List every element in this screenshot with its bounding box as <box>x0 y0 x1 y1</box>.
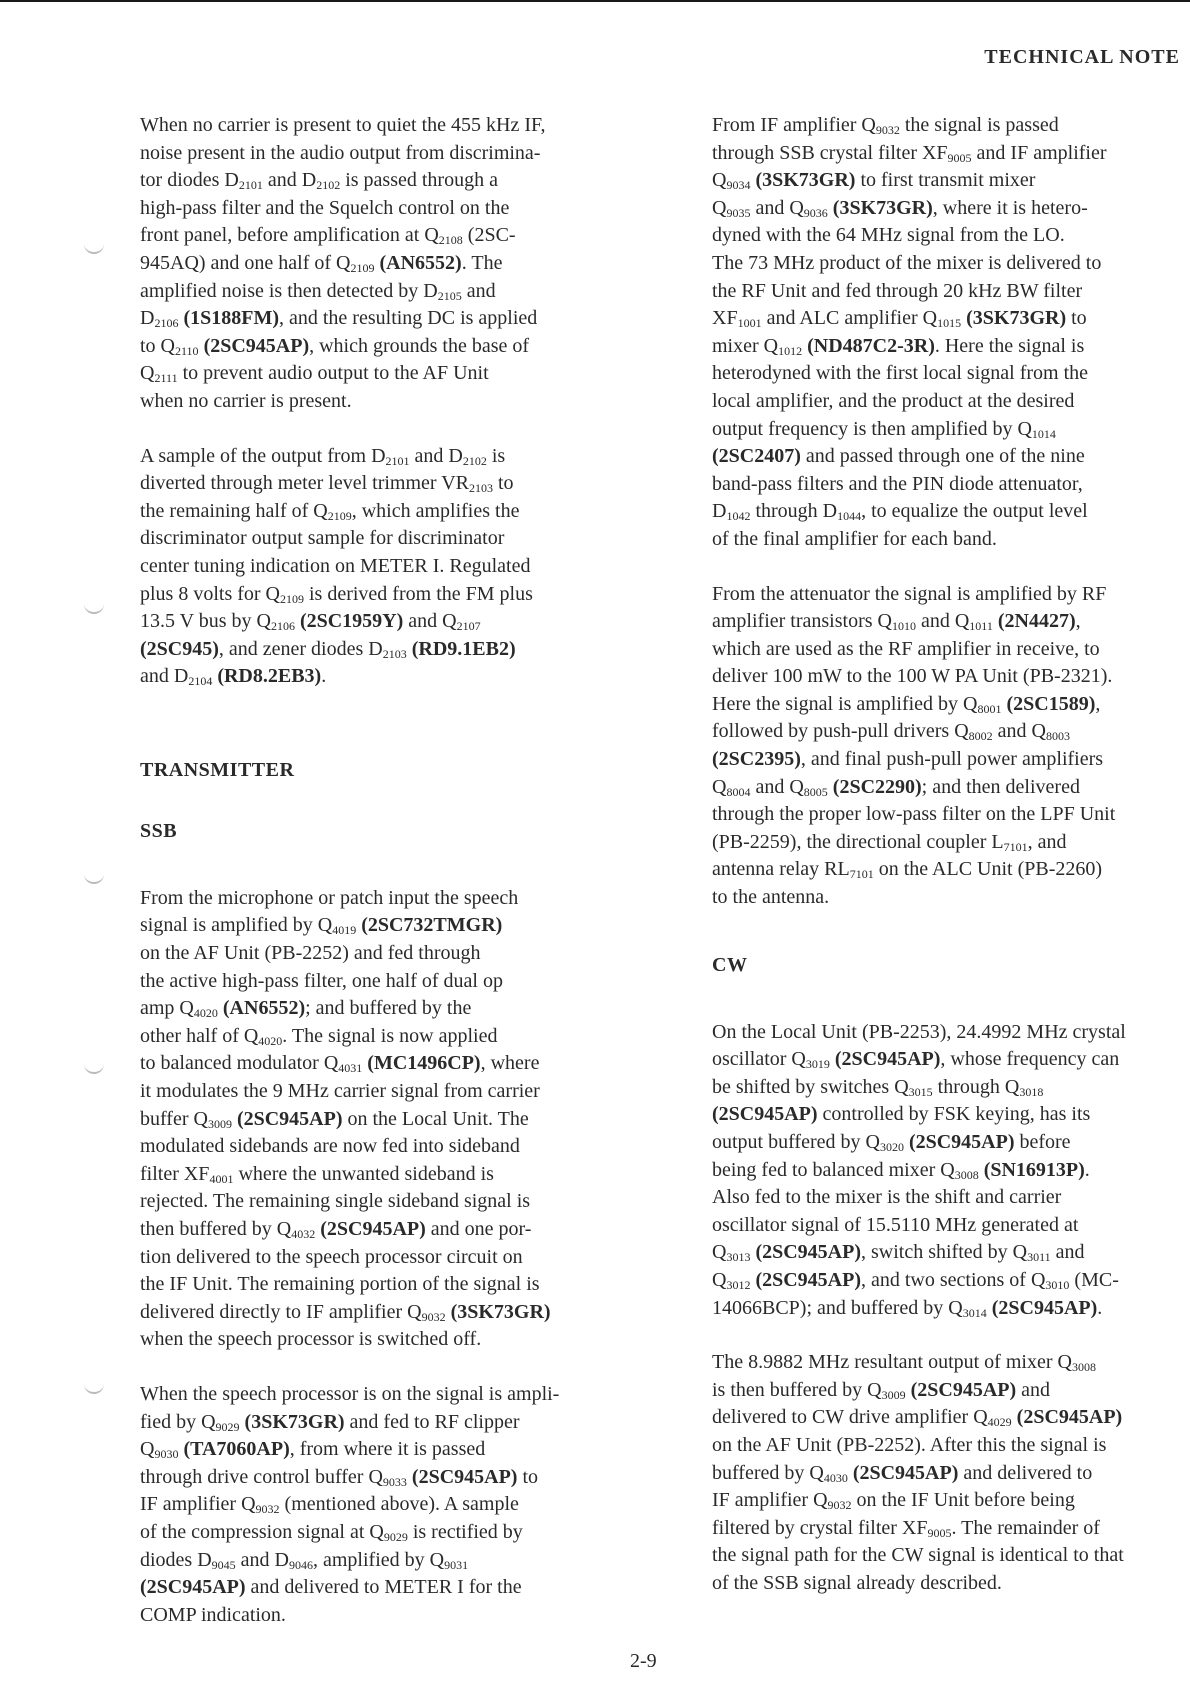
punch-mark <box>84 600 104 614</box>
text-line: fied by $Q_{9029}$ (3SK73GR) and fed to RF clipper <box>140 1410 520 1434</box>
text-line: band-pass filters and the PIN diode attenuator, <box>712 472 1083 495</box>
text-line: modulated sidebands are now fed into sideband <box>140 1135 520 1158</box>
text-line: From the attenuator the signal is amplified by RF <box>712 582 1107 605</box>
text-line: output buffered by $Q_{3020}$ (2SC945AP) before <box>712 1131 1071 1154</box>
paragraph-squelch <box>140 112 624 416</box>
punch-mark <box>84 240 104 254</box>
paragraph-speech-processor <box>140 1381 624 1629</box>
text-line: heterodyned with the first local signal from the <box>712 362 1089 385</box>
text-line: diodes $D_{9045}$ and $D_{9046}$, amplified by $Q_{9031}$ <box>140 1548 469 1572</box>
text-line: A sample of the output from $D_{2101}$ and $D_{2102}$ is <box>140 444 506 468</box>
text-line: COMP indication. <box>140 1603 286 1626</box>
page-number: 2-9 <box>630 1650 657 1672</box>
text-line: being fed to balanced mixer $Q_{3008}$ (SN16913P). <box>712 1158 1090 1182</box>
left-column <box>140 112 624 1629</box>
text-line: delivered to CW drive amplifier $Q_{4029}$ (2SC945AP) <box>712 1406 1123 1430</box>
text-line: 945AQ) and one half of $Q_{2109}$ (AN6552). The <box>140 251 503 275</box>
text-line: (2SC945AP) and delivered to METER I for the <box>140 1576 522 1599</box>
text-line: of the SSB signal already described. <box>712 1571 1002 1594</box>
text-line: other half of $Q_{4020}$. The signal is now applied <box>140 1024 498 1048</box>
text-line: (2SC2407) and passed through one of the nine <box>712 445 1085 468</box>
text-line: $Q_{3012}$ (2SC945AP), and two sections of $Q_{3010}$ (MC- <box>712 1268 1119 1292</box>
text-line: it modulates the 9 MHz carrier signal from carrier <box>140 1080 540 1103</box>
text-line: when the speech processor is switched off. <box>140 1328 482 1351</box>
text-line: $Q_{2111}$ to prevent audio output to the AF Unit <box>140 362 489 386</box>
text-line: 13.5 V bus by $Q_{2106}$ (2SC1959Y) and $Q_{2107}$ <box>140 610 481 634</box>
text-line: the IF Unit. The remaining portion of the signal is <box>140 1273 540 1296</box>
text-line: to balanced modulator $Q_{4031}$ (MC1496CP), where <box>140 1052 540 1076</box>
text-line: $D_{1042}$ through $D_{1044}$, to equalize the output level <box>712 500 1088 524</box>
text-line: tion delivered to the speech processor circuit on <box>140 1245 523 1268</box>
paragraph-ssb-mixer <box>712 112 1190 554</box>
text-line: $D_{2106}$ (1S188FM), and the resulting DC is applied <box>140 307 538 331</box>
text-line: $Q_{9034}$ (3SK73GR) to first transmit mixer <box>712 169 1036 193</box>
text-line: amplified noise is then detected by $D_{2105}$ and <box>140 279 496 303</box>
text-line: (2SC945AP) controlled by FSK keying, has its <box>712 1103 1091 1126</box>
text-line: The 73 MHz product of the mixer is delivered to <box>712 251 1102 274</box>
text-line: of the compression signal at $Q_{9029}$ is rectified by <box>140 1520 523 1544</box>
text-line: amp $Q_{4020}$ (AN6552); and buffered by the <box>140 997 472 1021</box>
text-line: oscillator $Q_{3019}$ (2SC945AP), whose frequency can <box>712 1048 1120 1072</box>
text-line: diverted through meter level trimmer $VR_{2103}$ to <box>140 472 514 496</box>
text-line: The 8.9882 MHz resultant output of mixer $Q_{3008}$ <box>712 1351 1096 1375</box>
text-line: the signal path for the CW signal is identical to that <box>712 1544 1124 1567</box>
text-line: on the AF Unit (PB-2252). After this the signal is <box>712 1433 1107 1456</box>
text-line: discriminator output sample for discriminator <box>140 527 505 550</box>
text-line: IF amplifier $Q_{9032}$ (mentioned above). A sample <box>140 1493 519 1517</box>
text-line: (PB-2259), the directional coupler $L_{7101}$, and <box>712 830 1067 854</box>
text-line: 14066BCP); and buffered by $Q_{3014}$ (2SC945AP). <box>712 1296 1103 1320</box>
paragraph-cw-oscillator <box>712 1019 1190 1323</box>
text-line: On the Local Unit (PB-2253), 24.4992 MHz crystal <box>712 1020 1126 1043</box>
paragraph-rf-amplifier <box>712 581 1190 912</box>
text-line: output frequency is then amplified by $Q_{1014}$ <box>712 417 1056 441</box>
text-line: which are used as the RF amplifier in receive, to <box>712 637 1100 660</box>
punch-mark <box>84 1060 104 1074</box>
text-line: through SSB crystal filter $XF_{9005}$ and IF amplifier <box>712 141 1107 165</box>
text-line: mixer $Q_{1012}$ (ND487C2-3R). Here the signal is <box>712 334 1085 358</box>
paragraph-cw-mixer-output <box>712 1349 1190 1597</box>
running-head: TECHNICAL NOTE <box>984 46 1180 68</box>
text-line: be shifted by switches $Q_{3015}$ through $Q_{3018}$ <box>712 1075 1044 1099</box>
text-line: when no carrier is present. <box>140 389 352 412</box>
text-line: filtered by crystal filter $XF_{9005}$. The remainder of <box>712 1516 1100 1540</box>
text-line: oscillator signal of 15.5110 MHz generated at <box>712 1213 1079 1236</box>
right-column <box>712 112 1190 1598</box>
text-line: signal is amplified by $Q_{4019}$ (2SC732TMGR) <box>140 914 503 938</box>
text-line: of the final amplifier for each band. <box>712 527 997 550</box>
text-line: buffered by $Q_{4030}$ (2SC945AP) and delivered to <box>712 1461 1093 1485</box>
text-line: delivered directly to IF amplifier $Q_{9032}$ (3SK73GR) <box>140 1300 551 1324</box>
text-line: the active high-pass filter, one half of dual op <box>140 969 503 992</box>
text-line: is then buffered by $Q_{3009}$ (2SC945AP) and <box>712 1378 1051 1402</box>
section-heading-cw: CW <box>712 953 748 976</box>
text-line: local amplifier, and the product at the desired <box>712 389 1075 412</box>
text-line: dyned with the 64 MHz signal from the LO. <box>712 224 1065 247</box>
text-line: IF amplifier $Q_{9032}$ on the IF Unit before being <box>712 1489 1075 1513</box>
text-line: through the proper low-pass filter on the LPF Unit <box>712 803 1116 826</box>
text-line: plus 8 volts for $Q_{2109}$ is derived from the FM plus <box>140 582 533 606</box>
text-line: $Q_{8004}$ and $Q_{8005}$ (2SC2290); and then delivered <box>712 775 1080 799</box>
text-line: rejected. The remaining single sideband signal is <box>140 1190 531 1213</box>
text-line: (2SC2395), and final push-pull power amplifiers <box>712 748 1104 771</box>
text-line: When the speech processor is on the signal is ampli- <box>140 1382 560 1405</box>
text-line: antenna relay $RL_{7101}$ on the ALC Unit (PB-2260) <box>712 858 1103 882</box>
section-heading-ssb: SSB <box>140 819 178 842</box>
text-line: noise present in the audio output from discrimina- <box>140 141 541 164</box>
text-line: on the AF Unit (PB-2252) and fed through <box>140 942 481 965</box>
text-line: $Q_{9030}$ (TA7060AP), from where it is passed <box>140 1438 486 1462</box>
paragraph-ssb-speech <box>140 885 624 1354</box>
text-line: (2SC945), and zener diodes $D_{2103}$ (RD9.1EB2) <box>140 637 516 661</box>
text-line: and $D_{2104}$ (RD8.2EB3). <box>140 665 327 689</box>
paragraph-discriminator-meter <box>140 443 624 691</box>
section-heading-transmitter: TRANSMITTER <box>140 758 295 781</box>
text-line: buffer $Q_{3009}$ (2SC945AP) on the Local Unit. The <box>140 1107 529 1131</box>
top-rule <box>0 0 1190 2</box>
text-line: front panel, before amplification at $Q_{2108}$ (2SC- <box>140 224 516 248</box>
text-line: $Q_{9035}$ and $Q_{9036}$ (3SK73GR), where it is hetero- <box>712 196 1088 220</box>
punch-mark <box>84 870 104 884</box>
text-line: center tuning indication on METER I. Regulated <box>140 554 531 577</box>
text-line: $Q_{3013}$ (2SC945AP), switch shifted by $Q_{3011}$ and <box>712 1241 1085 1265</box>
text-line: the remaining half of $Q_{2109}$, which amplifies the <box>140 499 520 523</box>
text-line: the RF Unit and fed through 20 kHz BW filter <box>712 279 1083 302</box>
text-line: Here the signal is amplified by $Q_{8001}$ (2SC1589), <box>712 692 1101 716</box>
text-line: to $Q_{2110}$ (2SC945AP), which grounds the base of <box>140 334 530 358</box>
punch-mark <box>84 1380 104 1394</box>
text-line: through drive control buffer $Q_{9033}$ (2SC945AP) to <box>140 1465 539 1489</box>
text-line: deliver 100 mW to the 100 W PA Unit (PB-2321). <box>712 665 1113 688</box>
text-line: tor diodes $D_{2101}$ and $D_{2102}$ is passed through a <box>140 169 498 193</box>
text-line: From the microphone or patch input the speech <box>140 886 519 909</box>
text-line: high-pass filter and the Squelch control on the <box>140 196 510 219</box>
text-line: When no carrier is present to quiet the 455 kHz IF, <box>140 114 546 136</box>
text-line: followed by push-pull drivers $Q_{8002}$ and $Q_{8003}$ <box>712 720 1070 744</box>
text-line: $XF_{1001}$ and ALC amplifier $Q_{1015}$ (3SK73GR) to <box>712 307 1087 331</box>
text-line: Also fed to the mixer is the shift and carrier <box>712 1186 1062 1209</box>
text-line: amplifier transistors $Q_{1010}$ and $Q_{1011}$ (2N4427), <box>712 610 1081 634</box>
text-line: From IF amplifier $Q_{9032}$ the signal is passed <box>712 114 1059 137</box>
text-line: filter $XF_{4001}$ where the unwanted sideband is <box>140 1162 494 1186</box>
text-line: then buffered by $Q_{4032}$ (2SC945AP) and one por- <box>140 1218 532 1241</box>
text-line: to the antenna. <box>712 886 830 909</box>
